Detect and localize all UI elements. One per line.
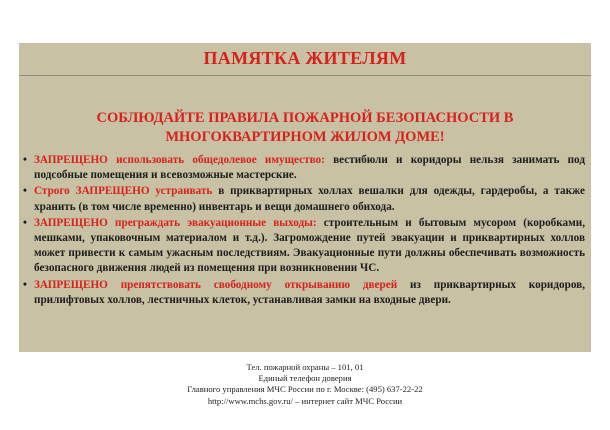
rule-prohibition: ЗАПРЕЩЕНО использовать общедолевое имущество: xyxy=(34,154,325,166)
memo-title: ПАМЯТКА ЖИТЕЛЯМ xyxy=(203,48,407,68)
rule-item xyxy=(21,216,585,277)
bullet-icon: • xyxy=(23,154,27,166)
rule-prohibition: Строго ЗАПРЕЩЕНО устраивать xyxy=(34,185,213,198)
rules-list xyxy=(21,153,585,309)
rule-text: строительным и бытовым мусором (коробками, мешками, упаковочным материалом и т.д.). Загромождение путей эвакуации и приквартирных холлов может привести к самым ужасным последствиям. Эвакуационные пути должны обеспечивать возможность безопасного движения людей из помещения при возникновении ЧС. xyxy=(34,216,585,275)
heading-line-1: СОБЛЮДАЙТЕ ПРАВИЛА ПОЖАРНОЙ БЕЗОПАСНОСТИ В xyxy=(96,110,514,126)
rule-item xyxy=(21,278,585,308)
rule-text: из приквартирных коридоров, прилифтовых холлов, лестничных клеток, устанавливая замки на входные двери. xyxy=(34,278,585,306)
fire-phone: Тел. пожарной охраны – 101, 01 xyxy=(246,362,364,372)
rule-text: в приквартирных холлах вешалки для одежды, гардеробы, а также хранить (в том числе временно) инвентарь и вещи домашнего обихода. xyxy=(34,185,585,213)
title-row xyxy=(19,43,591,76)
rule-prohibition: ЗАПРЕЩЕНО препятствовать свободному открыванию дверей xyxy=(34,278,398,291)
heading-line-2: МНОГОКВАРТИРНОМ ЖИЛОМ ДОМЕ! xyxy=(165,129,445,145)
rule-text: вестибюли и коридоры нельзя занимать под подсобные помещения и всевозможные мастерские. xyxy=(34,154,585,182)
rule-prohibition: ЗАПРЕЩЕНО преграждать эвакуационные выходы: xyxy=(34,216,317,229)
rule-item xyxy=(21,153,585,183)
contact-footer xyxy=(0,362,610,407)
website-link: http://www.mchs.gov.ru/ – интернет сайт МЧС России xyxy=(207,395,403,406)
memo-panel xyxy=(19,43,591,352)
bullet-icon: • xyxy=(23,185,27,198)
bullet-icon: • xyxy=(23,216,27,229)
hotline-label: Единый телефон доверия xyxy=(258,373,352,384)
rule-item xyxy=(21,184,585,214)
hotline-phone: Главного управления МЧС России по г. Москве: (495) 637-22-22 xyxy=(187,384,423,395)
memo-heading xyxy=(59,109,551,147)
bullet-icon: • xyxy=(23,278,27,291)
